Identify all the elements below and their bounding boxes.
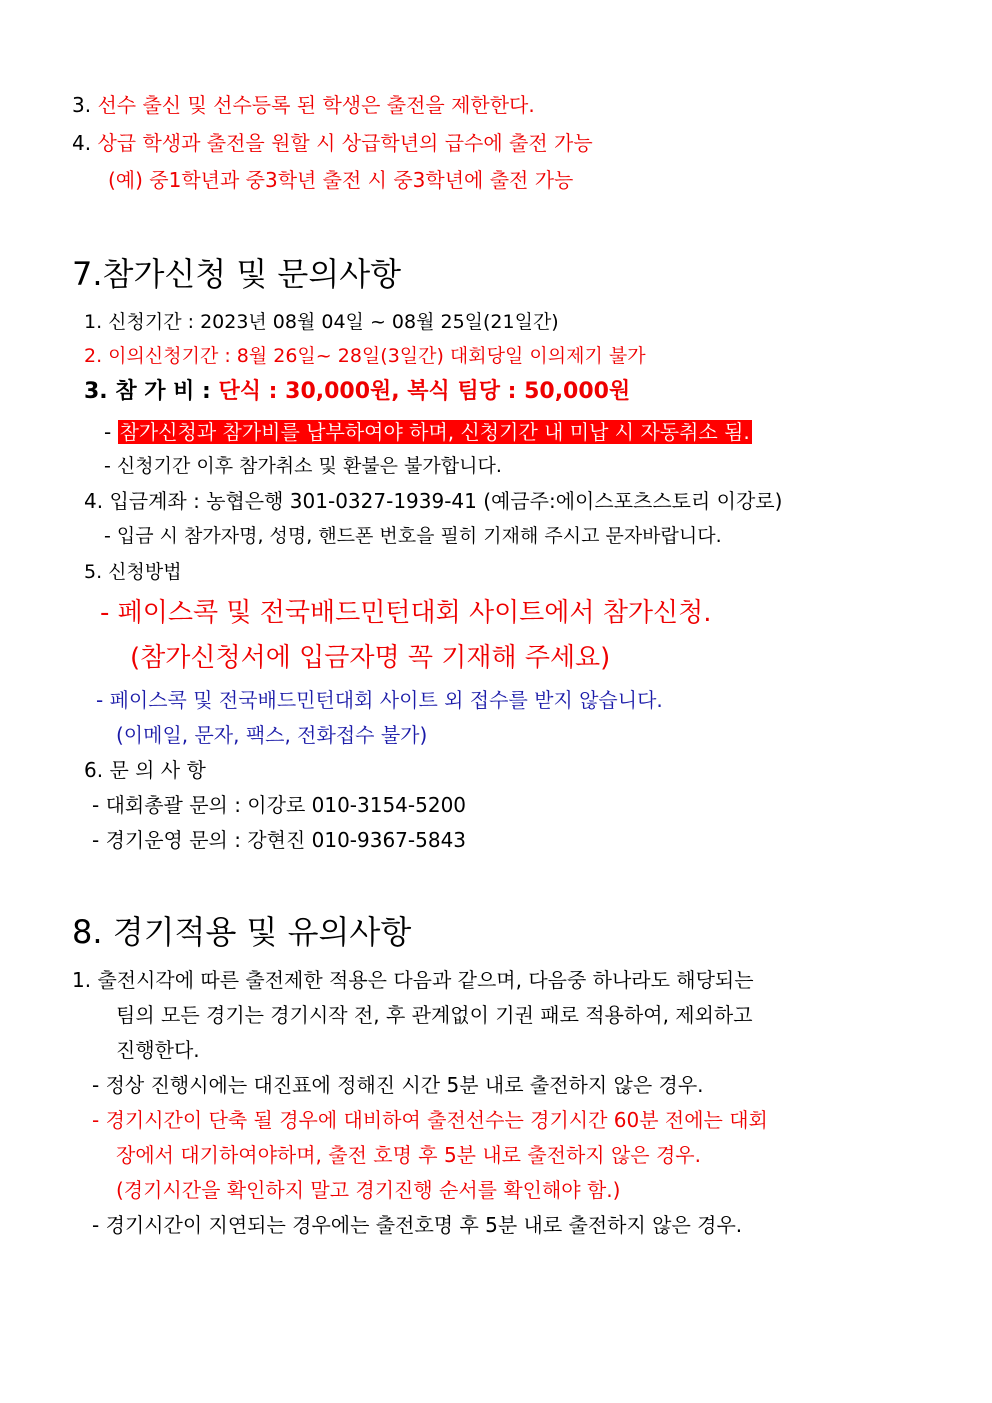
section-7-title: 7.참가신청 및 문의사항 [72, 255, 402, 293]
section-8-title: 8. 경기적용 및 유의사항 [72, 913, 412, 951]
item-3 [72, 95, 535, 115]
item-4-text: 상급 학생과 출전을 원할 시 상급학년의 급수에 출전 가능 [97, 131, 593, 155]
entry-fee-value: 단식 : 30,000원, 복식 팀당 : 50,000원 [218, 379, 631, 404]
entry-fee [84, 381, 630, 403]
rule-bullet-2-line-2: 장에서 대기하여야하며, 출전 호명 후 5분 내로 출전하지 않은 경우. [116, 1143, 701, 1167]
inquiry-general: - 대회총괄 문의 : 이강로 010-3154-5200 [92, 793, 467, 817]
entry-fee-label: 3. 참 가 비 : [84, 379, 219, 404]
item-4 [72, 133, 593, 153]
fee-note-dash: - [104, 420, 118, 444]
rule-bullet-3: - 경기시간이 지연되는 경우에는 출전호명 후 5분 내로 출전하지 않은 경우. [92, 1213, 743, 1237]
rule-1-line-1: 1. 출전시각에 따른 출전제한 적용은 다음과 같으며, 다음중 하나라도 해당되는 [72, 968, 754, 992]
inquiry-heading: 6. 문 의 사 항 [84, 758, 206, 782]
rule-1-line-3: 진행한다. [116, 1038, 200, 1062]
inquiry-operations: - 경기운영 문의 : 강현진 010-9367-5843 [92, 828, 467, 852]
method-line-1: - 페이스콕 및 전국배드민턴대회 사이트에서 참가신청. [100, 598, 712, 628]
bank-account: 4. 입금계좌 : 농협은행 301-0327-1939-41 (예금주:에이스포츠스토리 이강로) [84, 489, 783, 513]
fee-note-highlight: 참가신청과 참가비를 납부하여야 하며, 신청기간 내 미납 시 자동취소 됨. [119, 420, 750, 444]
rule-bullet-1: - 정상 진행시에는 대진표에 정해진 시간 5분 내로 출전하지 않은 경우. [92, 1073, 704, 1097]
item-3-number: 3. [72, 93, 92, 117]
method-line-2: (참가신청서에 입금자명 꼭 기재해 주세요) [130, 643, 611, 673]
fee-note [104, 422, 752, 442]
account-note: - 입금 시 참가자명, 성명, 핸드폰 번호을 필히 기재해 주시고 문자바랍니다. [104, 525, 722, 547]
application-period: 1. 신청기간 : 2023년 08월 04일 ~ 08월 25일(21일간) [84, 311, 559, 333]
application-method: 5. 신청방법 [84, 561, 182, 583]
objection-period: 2. 이의신청기간 : 8월 26일~ 28일(3일간) 대회당일 이의제기 불가 [84, 345, 646, 367]
item-4-number: 4. [72, 131, 92, 155]
rule-bullet-2-line-3: (경기시간을 확인하지 말고 경기진행 순서를 확인해야 함.) [116, 1178, 621, 1202]
rule-1-line-2: 팀의 모든 경기는 경기시작 전, 후 관계없이 기권 패로 적용하여, 제외하고 [116, 1003, 753, 1027]
method-blue-line-2: (이메일, 문자, 팩스, 전화접수 불가) [116, 723, 428, 747]
item-4-example: (예) 중1학년과 중3학년 출전 시 중3학년에 출전 가능 [108, 168, 574, 192]
method-blue-line-1: - 페이스콕 및 전국배드민턴대회 사이트 외 접수를 받지 않습니다. [96, 688, 663, 712]
rule-bullet-2-line-1: - 경기시간이 단축 될 경우에 대비하여 출전선수는 경기시간 60분 전에는 대회 [92, 1108, 768, 1132]
fee-note-refund: - 신청기간 이후 참가취소 및 환불은 불가합니다. [104, 455, 502, 477]
item-3-text: 선수 출신 및 선수등록 된 학생은 출전을 제한한다. [97, 93, 535, 117]
